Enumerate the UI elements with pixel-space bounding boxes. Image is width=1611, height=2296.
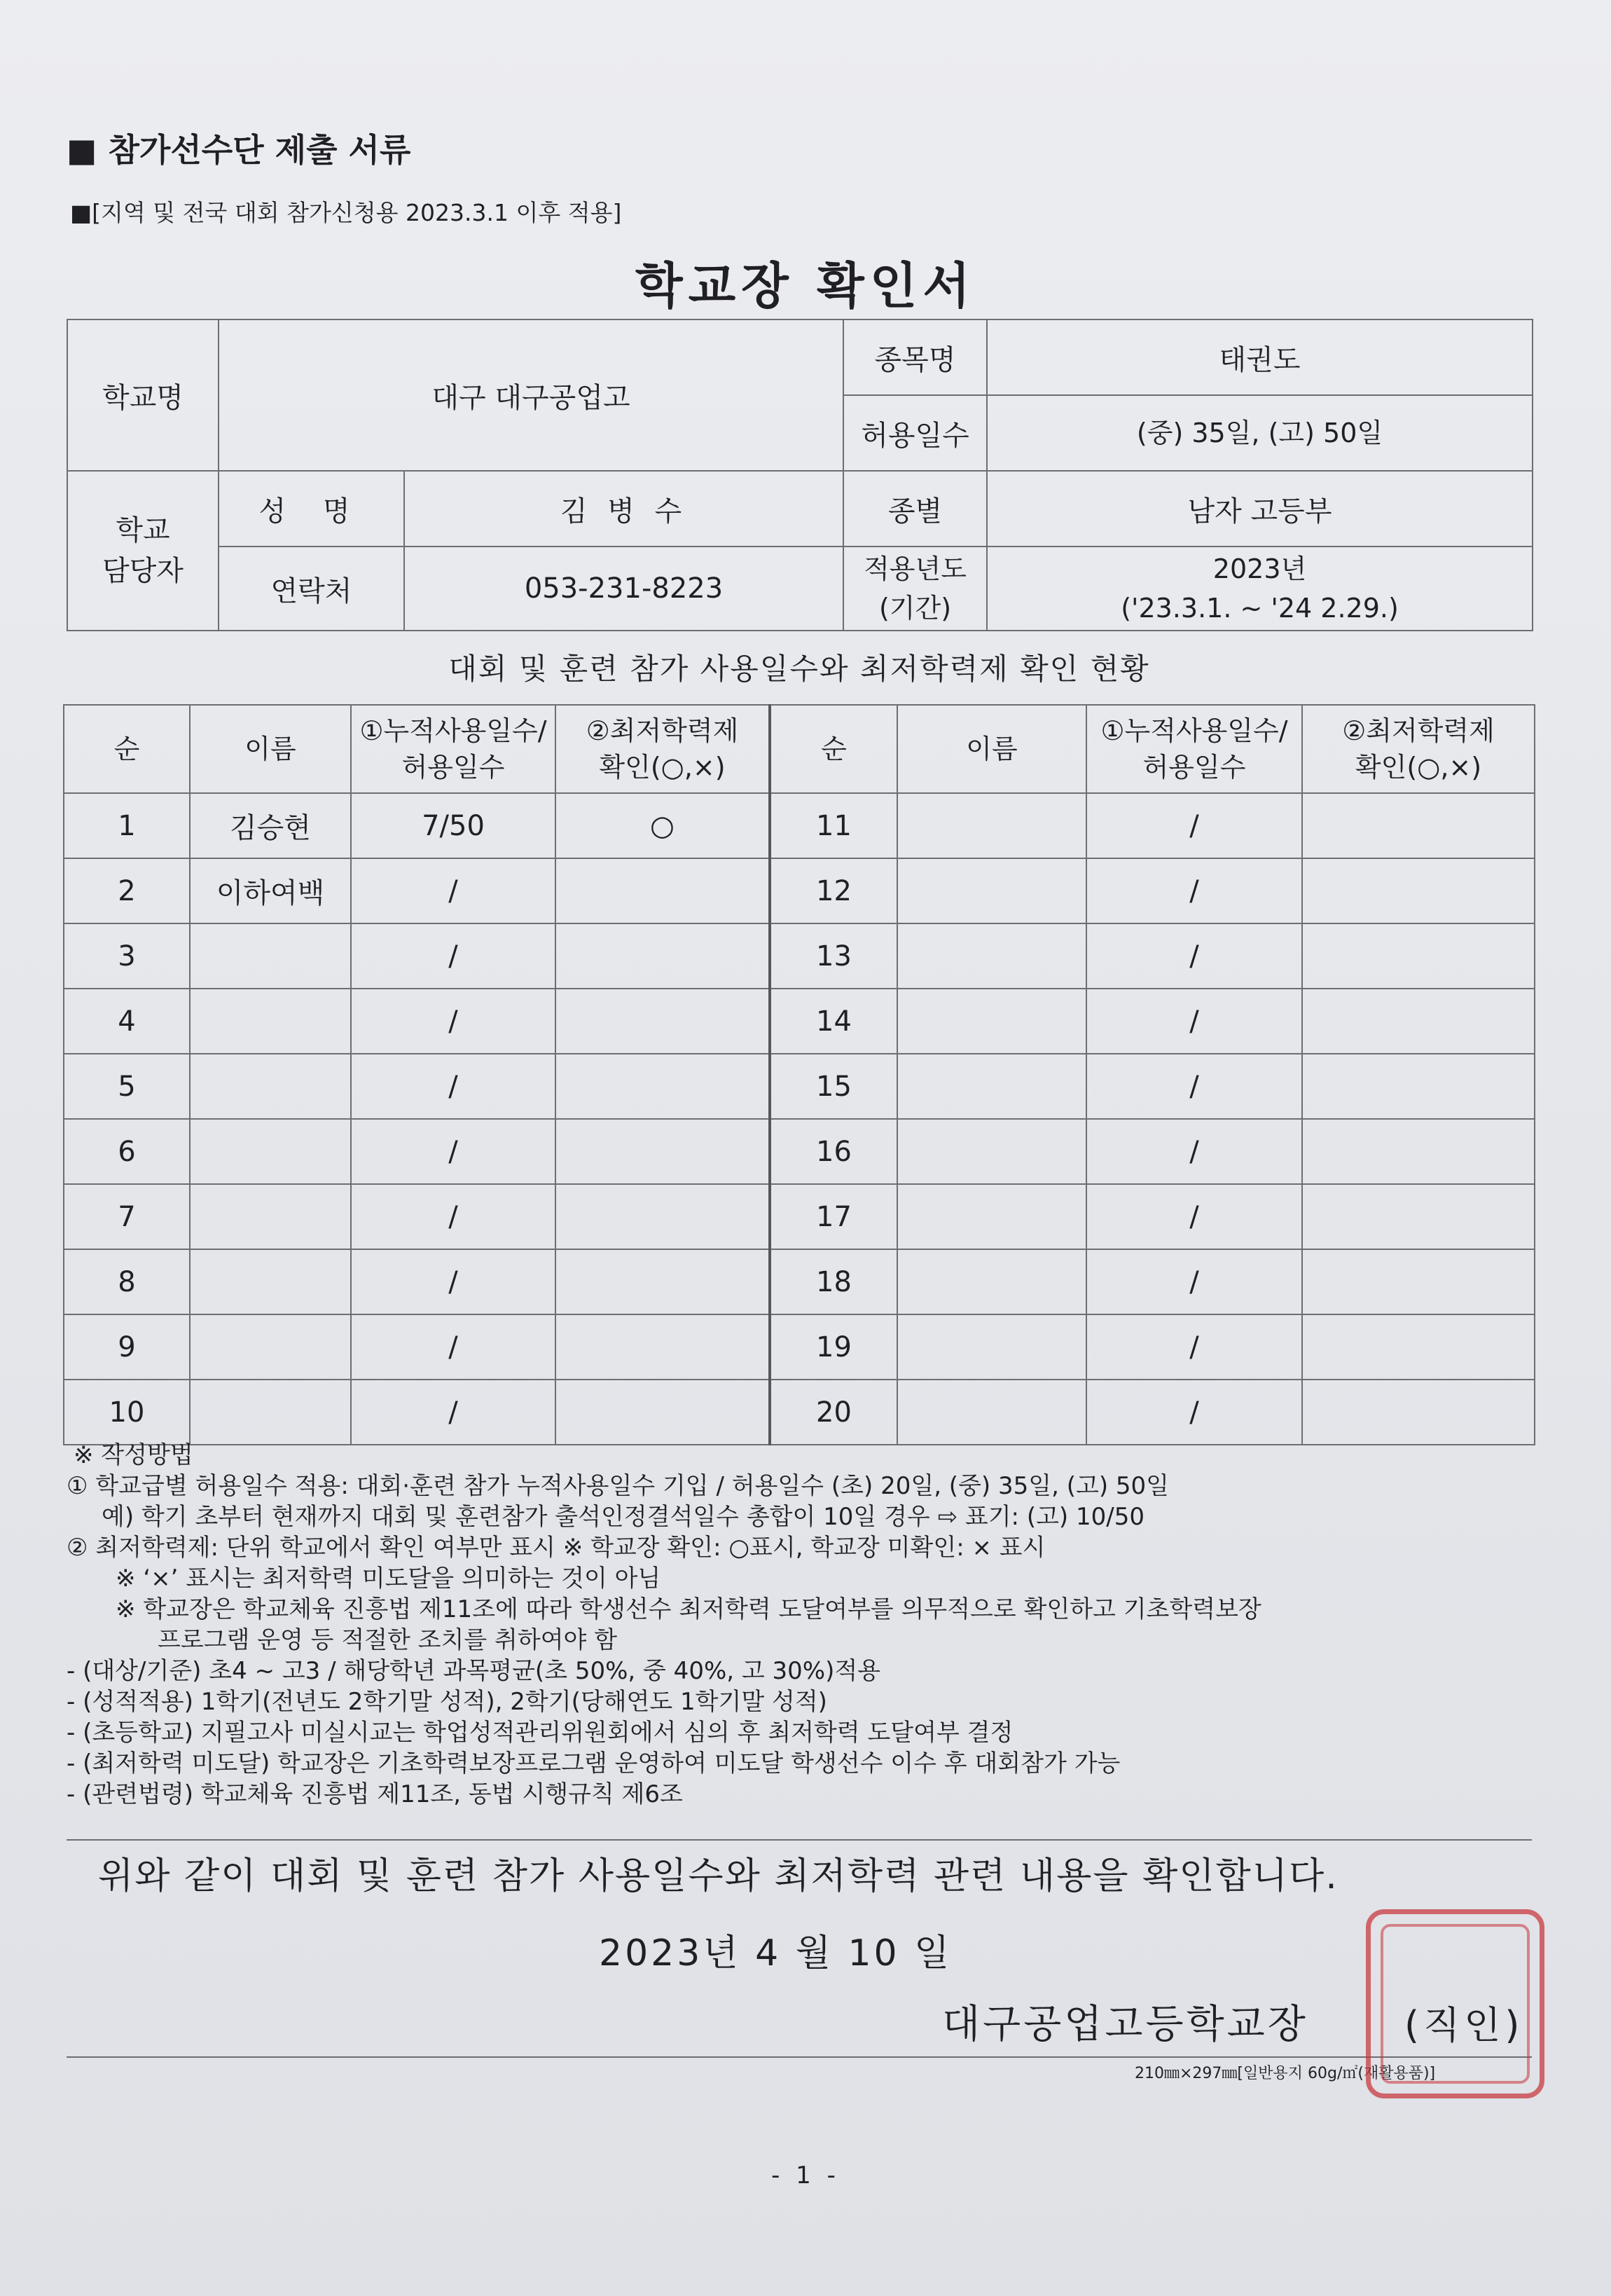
table-row: [64, 1380, 1535, 1445]
note-line: - (대상/기준) 초4 ~ 고3 / 해당학년 과목평균(초 50%, 중 40%, 고 30%)적용: [67, 1657, 881, 1685]
category-value: 남자 고등부: [987, 471, 1533, 546]
used-days: /: [351, 1314, 555, 1380]
used-days: /: [1086, 1054, 1302, 1119]
col-no-header: 순: [64, 705, 190, 793]
row-number: 20: [770, 1380, 897, 1445]
table-row: [64, 923, 1535, 989]
athlete-name: [190, 1249, 351, 1314]
row-number: 1: [64, 793, 190, 858]
athlete-name: 김승현: [190, 793, 351, 858]
used-days: /: [1086, 989, 1302, 1054]
athlete-name: [897, 923, 1086, 989]
min-academic-check: ○: [555, 793, 770, 858]
note-line: ※ 학교장은 학교체육 진흥법 제11조에 따라 학생선수 최저학력 도달여부를 의무적으로 확인하고 기초학력보장: [116, 1595, 1261, 1623]
contact-label: 연락처: [219, 546, 404, 631]
manager-name-value: 김 병 수: [404, 471, 843, 546]
min-academic-check: [555, 1249, 770, 1314]
event-value: 태권도: [987, 319, 1533, 395]
paper-spec: 210㎜×297㎜[일반용지 60g/㎡(재활용품)]: [1135, 2065, 1436, 2082]
confirmation-statement: 위와 같이 대회 및 훈련 참가 사용일수와 최저학력 관련 내용을 확인합니다.: [98, 1855, 1339, 1897]
min-academic-check: [555, 1119, 770, 1184]
instructions-notes: [67, 1440, 1261, 1810]
note-line: - (최저학력 미도달) 학교장은 기초학력보장프로그램 운영하여 미도달 학생선수 이수 후 대회참가 가능: [67, 1750, 1121, 1778]
note-line: - (성적적용) 1학기(전년도 2학기말 성적), 2학기(당해연도 1학기말 성적): [67, 1688, 827, 1716]
min-academic-check: [1302, 1054, 1535, 1119]
col-days-header: ①누적사용일수/ 허용일수: [1086, 705, 1302, 793]
category-label: 종별: [843, 471, 987, 546]
min-academic-check: [1302, 1249, 1535, 1314]
allowed-days-value: (중) 35일, (고) 50일: [987, 395, 1533, 471]
note-line: 프로그램 운영 등 적절한 조치를 취하여야 함: [158, 1626, 618, 1654]
min-academic-check: [1302, 923, 1535, 989]
col-days-header: ①누적사용일수/ 허용일수: [351, 705, 555, 793]
table-row: [64, 793, 1535, 858]
min-academic-check: [555, 1314, 770, 1380]
used-days: /: [351, 1249, 555, 1314]
table-row: [64, 1249, 1535, 1314]
used-days: /: [351, 923, 555, 989]
min-academic-check: [1302, 793, 1535, 858]
athlete-name: [897, 1380, 1086, 1445]
athlete-name: [897, 1119, 1086, 1184]
row-number: 11: [770, 793, 897, 858]
document-title: 학교장 확인서: [635, 257, 976, 315]
page-number: - 1 -: [771, 2161, 840, 2190]
row-number: 18: [770, 1249, 897, 1314]
used-days: /: [351, 989, 555, 1054]
divider-line: [67, 2056, 1532, 2058]
athlete-name: [190, 923, 351, 989]
row-number: 9: [64, 1314, 190, 1380]
used-days: /: [1086, 793, 1302, 858]
section-heading: ■ 참가선수단 제출 서류: [67, 131, 411, 169]
col-min-header: ②최저학력제 확인(○,×): [555, 705, 770, 793]
row-number: 15: [770, 1054, 897, 1119]
used-days: /: [1086, 1119, 1302, 1184]
athlete-name: [190, 1054, 351, 1119]
table-row: [64, 989, 1535, 1054]
min-academic-check: [555, 858, 770, 923]
athlete-name: [190, 1380, 351, 1445]
application-note: ■[지역 및 전국 대회 참가신청용 2023.3.1 이후 적용]: [70, 199, 622, 226]
issue-date: 2023년 4 월 10 일: [599, 1932, 953, 1974]
manager-name-label: 성 명: [219, 471, 404, 546]
athlete-status-table: [63, 704, 1535, 1445]
table-row: [64, 1119, 1535, 1184]
col-no-header: 순: [770, 705, 897, 793]
athlete-name: [897, 1184, 1086, 1249]
table-row: [64, 1054, 1535, 1119]
athlete-name: [190, 989, 351, 1054]
athlete-name: [897, 1249, 1086, 1314]
col-min-header: ②최저학력제 확인(○,×): [1302, 705, 1535, 793]
row-number: 17: [770, 1184, 897, 1249]
athlete-name: [897, 793, 1086, 858]
athlete-name: [897, 1054, 1086, 1119]
note-line: ※ ‘×’ 표시는 최저학력 미도달을 의미하는 것이 아님: [116, 1565, 661, 1593]
used-days: 7/50: [351, 793, 555, 858]
min-academic-check: [1302, 989, 1535, 1054]
event-label: 종목명: [843, 319, 987, 395]
athlete-name: [190, 1184, 351, 1249]
athlete-name: 이하여백: [190, 858, 351, 923]
used-days: /: [1086, 1314, 1302, 1380]
row-number: 8: [64, 1249, 190, 1314]
table-row: [64, 1314, 1535, 1380]
min-academic-check: [555, 1380, 770, 1445]
row-number: 19: [770, 1314, 897, 1380]
table-row: [64, 858, 1535, 923]
apply-year-value: 2023년 ('23.3.1. ~ '24 2.29.): [987, 546, 1533, 631]
divider-line: [67, 1839, 1532, 1841]
note-line: ※ 작성방법: [74, 1441, 193, 1469]
school-manager-label: 학교 담당자: [67, 471, 219, 631]
row-number: 7: [64, 1184, 190, 1249]
principal-title: 대구공업고등학교장: [942, 2002, 1308, 2047]
school-info-table: [67, 319, 1533, 631]
allowed-days-label: 허용일수: [843, 395, 987, 471]
used-days: /: [1086, 1249, 1302, 1314]
min-academic-check: [555, 923, 770, 989]
school-name-label: 학교명: [67, 319, 219, 471]
athlete-name: [897, 858, 1086, 923]
used-days: /: [1086, 858, 1302, 923]
apply-year-label: 적용년도 (기간): [843, 546, 987, 631]
note-line: - (관련법령) 학교체육 진흥법 제11조, 동법 시행규칙 제6조: [67, 1780, 683, 1808]
min-academic-check: [1302, 1119, 1535, 1184]
row-number: 12: [770, 858, 897, 923]
min-academic-check: [1302, 858, 1535, 923]
used-days: /: [351, 1184, 555, 1249]
table-row: [64, 1184, 1535, 1249]
school-name-value: 대구 대구공업고: [219, 319, 843, 471]
used-days: /: [1086, 1184, 1302, 1249]
min-academic-check: [555, 989, 770, 1054]
seal-label: (직인): [1404, 2003, 1524, 2047]
used-days: /: [1086, 1380, 1302, 1445]
used-days: /: [351, 1054, 555, 1119]
note-line: ② 최저학력제: 단위 학교에서 확인 여부만 표시 ※ 학교장 확인: ○표시, 학교장 미확인: × 표시: [67, 1534, 1046, 1562]
row-number: 16: [770, 1119, 897, 1184]
athlete-name: [190, 1119, 351, 1184]
note-line: - (초등학교) 지필고사 미실시교는 학업성적관리위원회에서 심의 후 최저학력 도달여부 결정: [67, 1719, 1014, 1747]
col-name-header: 이름: [190, 705, 351, 793]
contact-value: 053-231-8223: [404, 546, 843, 631]
col-name-header: 이름: [897, 705, 1086, 793]
row-number: 10: [64, 1380, 190, 1445]
note-line: 예) 학기 초부터 현재까지 대회 및 훈련참가 출석인정결석일수 총합이 10일 경우 ⇨ 표기: (고) 10/50: [102, 1503, 1145, 1531]
used-days: /: [351, 1380, 555, 1445]
min-academic-check: [1302, 1380, 1535, 1445]
row-number: 6: [64, 1119, 190, 1184]
athlete-name: [897, 1314, 1086, 1380]
used-days: /: [1086, 923, 1302, 989]
row-number: 13: [770, 923, 897, 989]
row-number: 14: [770, 989, 897, 1054]
status-section-title: 대회 및 훈련 참가 사용일수와 최저학력제 확인 현황: [448, 652, 1150, 686]
row-number: 5: [64, 1054, 190, 1119]
min-academic-check: [555, 1184, 770, 1249]
min-academic-check: [1302, 1184, 1535, 1249]
row-number: 4: [64, 989, 190, 1054]
row-number: 2: [64, 858, 190, 923]
row-number: 3: [64, 923, 190, 989]
note-line: ① 학교급별 허용일수 적용: 대회·훈련 참가 누적사용일수 기입 / 허용일수 (초) 20일, (중) 35일, (고) 50일: [67, 1472, 1169, 1500]
used-days: /: [351, 858, 555, 923]
athlete-name: [897, 989, 1086, 1054]
used-days: /: [351, 1119, 555, 1184]
min-academic-check: [1302, 1314, 1535, 1380]
min-academic-check: [555, 1054, 770, 1119]
athlete-name: [190, 1314, 351, 1380]
